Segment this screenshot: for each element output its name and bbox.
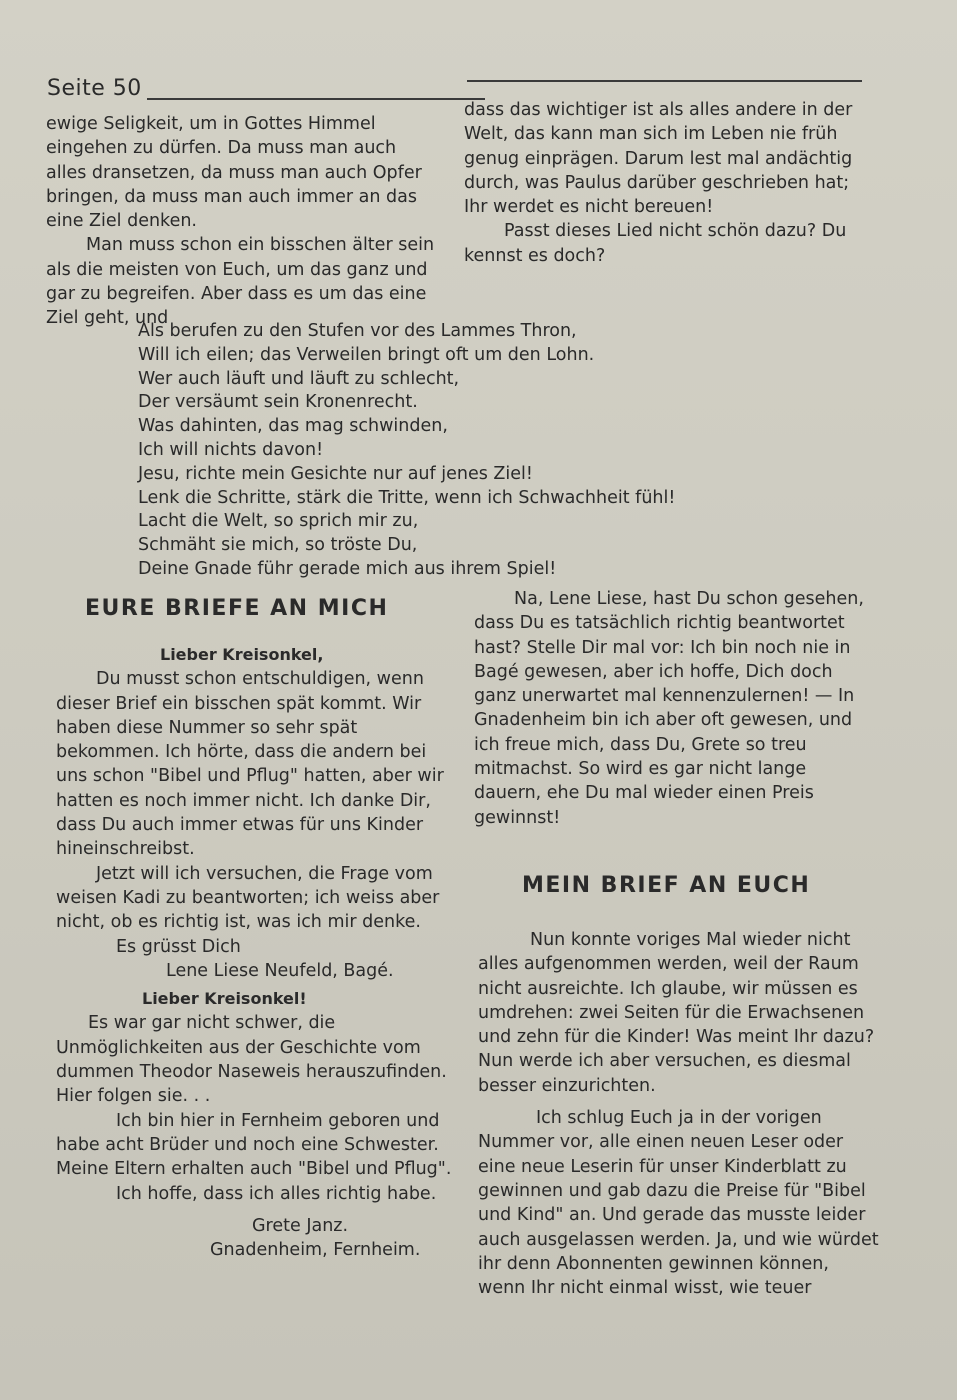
poem-line: Ich will nichts davon! (138, 439, 324, 460)
letter-salutation: Lieber Kreisonkel, (160, 645, 324, 664)
poem-line: Als berufen zu den Stufen vor des Lammes Thron, (138, 321, 577, 341)
poem-line: Was dahinten, das mag schwinden, (138, 416, 448, 437)
paragraph: Ich bin hier in Fernheim geboren und habe acht Brüder und noch eine Schwester. Meine Eltern erhalten auch "Bibel und Pflug". (56, 1110, 452, 1180)
poem-line: Lenk die Schritte, stärk die Tritte, wenn ich Schwachheit fühl! (138, 487, 676, 508)
poem-line: Will ich eilen; das Verweilen bringt oft um den Lohn. (138, 344, 595, 365)
letter-signature-place: Gnadenheim, Fernheim. (210, 1240, 421, 1261)
paragraph: ewige Seligkeit, um in Gottes Himmel eingehen zu dürfen. Da muss man auch alles dransetzen, da muss man auch Opfer bringen, da muss man auch immer an das eine Ziel denken. (46, 114, 422, 232)
paragraph: Ich hoffe, dass ich alles richtig habe. (116, 1183, 437, 1204)
paragraph: Man muss schon ein bisschen älter sein als die meisten von Euch, um das ganz und gar zu begreifen. Aber dass es um das eine Ziel geht, und (46, 235, 435, 329)
header-rule-left (147, 98, 485, 100)
section-heading-my-letter: MEIN BRIEF AN EUCH (522, 873, 811, 898)
right-column-top (464, 98, 864, 268)
poem-line: Der versäumt sein Kronenrecht. (138, 392, 418, 413)
page-number: Seite 50 (47, 76, 142, 101)
paragraph: Es war gar nicht schwer, die Unmöglichkeiten aus der Geschichte vom dummen Theodor Naseweis herauszufinden. Hier folgen sie. . . (56, 1013, 447, 1107)
poem-line: Schmäht sie mich, so tröste Du, (138, 535, 418, 556)
readers-letters-column (56, 643, 458, 1262)
letter-signature: Lene Liese Neufeld, Bagé. (166, 960, 394, 981)
letter-closing: Es grüsst Dich (116, 936, 241, 957)
paragraph: Du musst schon entschuldigen, wenn dieser Brief ein bisschen spät kommt. Wir haben diese Nummer so sehr spät bekommen. Ich hörte, dass die andern bei uns schon "Bibel und Pflug" hatten, aber wir hatten es noch immer nicht. Ich danke Dir, dass Du auch immer etwas für uns Kinder hineinschreibst. (56, 669, 444, 860)
poem-line: Wer auch läuft und läuft zu schlecht, (138, 368, 460, 389)
letter-signature-name: Grete Janz. (252, 1215, 349, 1236)
poem-line: Deine Gnade führ gerade mich aus ihrem Spiel! (138, 558, 557, 579)
paragraph: Nun konnte voriges Mal wieder nicht alles aufgenommen werden, weil der Raum nicht ausreichte. Ich glaube, wir müssen es umdrehen: zwei Seiten für die Erwachsenen und zehn für die Kinder! Was meint Ihr dazu? Nun werde ich aber versuchen, es diesmal besser einzurichten. (478, 930, 875, 1096)
section-heading-letters: EURE BRIEFE AN MICH (85, 596, 389, 621)
hymn-poem (138, 320, 838, 582)
paragraph: Jetzt will ich versuchen, die Frage vom weisen Kadi zu beantworten; ich weiss aber nicht, ob es richtig ist, was ich mir denke. (56, 863, 440, 933)
paragraph: Passt dieses Lied nicht schön dazu? Du kennst es doch? (464, 221, 847, 266)
paragraph: Na, Lene Liese, hast Du schon gesehen, dass Du es tatsächlich richtig beantwortet hast? Stelle Dir mal vor: Ich bin noch nie in Bagé gewesen, aber ich hoffe, Dich doch ganz unerwartet mal kennenzulernen! — In Gnadenheim bin ich aber oft gewesen, und ich freue mich, dass Du, Grete so treu mitmachst. So wird es gar nicht lange dauern, ehe Du mal wieder einen Preis gewinnst! (474, 589, 864, 828)
header-rule-right (467, 80, 862, 82)
paragraph: Ich schlug Euch ja in der vorigen Nummer vor, alle einen neuen Leser oder eine neue Leserin für unser Kinderblatt zu gewinnen und gab dazu die Preise für "Bibel und Kind" an. Und gerade das musste leider auch ausgelassen werden. Ja, und wie würdet ihr denn Abonnenten gewinnen können, wenn Ihr nicht einmal wisst, wie teuer (478, 1108, 879, 1299)
letter-salutation: Lieber Kreisonkel! (142, 989, 307, 1009)
my-letter-column (478, 928, 880, 1300)
poem-line: Lacht die Welt, so sprich mir zu, (138, 511, 419, 532)
reply-column (474, 587, 876, 830)
poem-line: Jesu, richte mein Gesichte nur auf jenes Ziel! (138, 463, 533, 484)
left-column-top (46, 112, 438, 331)
paragraph: dass das wichtiger ist als alles andere in der Welt, das kann man sich im Leben nie früh genug einprägen. Darum lest mal andächtig durch, was Paulus darüber geschrieben hat; Ihr werdet es nicht bereuen! (464, 100, 853, 218)
